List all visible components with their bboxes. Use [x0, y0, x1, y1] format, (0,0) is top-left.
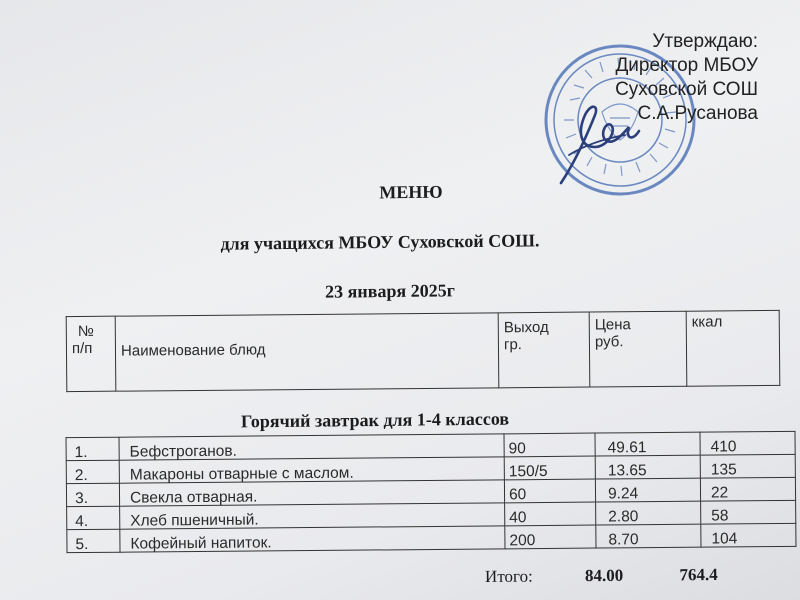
- item-number: [67, 529, 120, 552]
- item-kcal-text: 410: [710, 438, 737, 456]
- item-output-text: 90: [508, 440, 526, 458]
- item-price-text: 13.65: [607, 462, 647, 480]
- header-row: [66, 310, 780, 391]
- item-name-text: Хлеб пшеничный.: [130, 511, 259, 530]
- approval-position: Директор МБОУ: [615, 55, 758, 76]
- item-kcal: [700, 477, 795, 501]
- item-number: [67, 506, 120, 529]
- total-kcal: 764.4: [679, 564, 718, 585]
- column-header-table: [66, 310, 781, 392]
- approval-block: [615, 30, 758, 126]
- header-num-line2: п/п: [71, 339, 93, 358]
- item-price-text: 8.70: [608, 531, 639, 549]
- item-price: [595, 478, 700, 502]
- header-output-line2: гр.: [503, 336, 523, 354]
- approval-label: Утверждаю:: [652, 31, 758, 52]
- item-name-text: Бефстроганов.: [129, 442, 238, 461]
- item-kcal-text: 58: [711, 507, 729, 525]
- header-output-line1: Выход: [503, 318, 549, 337]
- item-number: [66, 483, 119, 506]
- item-price-text: 49.61: [607, 439, 647, 457]
- approval-director-name: С.А.Русанова: [637, 103, 758, 124]
- item-output: [505, 502, 596, 526]
- item-name-text: Макароны отварные с маслом.: [129, 464, 354, 484]
- page-subtitle: для учащихся МБОУ Суховской СОШ.: [220, 230, 540, 254]
- item-output-text: 60: [508, 486, 527, 504]
- item-price: [596, 501, 701, 525]
- item-output: [504, 456, 595, 480]
- item-number: [66, 460, 119, 483]
- item-price-text: 9.24: [607, 485, 639, 503]
- item-number-text: 5.: [75, 535, 89, 554]
- header-name: Наименование блюд: [115, 313, 499, 391]
- header-price: [589, 311, 687, 387]
- section-title: Горячий завтрак для 1-4 классов: [240, 408, 510, 432]
- header-price-line2: руб.: [594, 333, 624, 351]
- item-number-text: 4.: [75, 512, 89, 531]
- item-price: [595, 455, 700, 479]
- item-name: [119, 457, 504, 483]
- item-price: [596, 524, 701, 548]
- item-name: [120, 526, 505, 552]
- total-label: Итого:: [484, 566, 533, 587]
- item-name-text: Кофейный напиток.: [130, 534, 272, 553]
- item-kcal-text: 104: [711, 530, 738, 548]
- header-output: [498, 312, 590, 388]
- header-price-line1: Цена: [594, 316, 631, 334]
- item-kcal: [700, 454, 795, 478]
- item-price: [595, 432, 700, 456]
- item-name-text: Свекла отварная.: [129, 488, 258, 507]
- item-number-text: 1.: [74, 443, 88, 462]
- item-output: [504, 433, 595, 457]
- item-kcal: [701, 523, 796, 547]
- item-kcal: [700, 431, 795, 455]
- item-price-text: 2.80: [608, 508, 639, 526]
- item-name: [119, 434, 504, 460]
- header-num-line1: №: [77, 322, 94, 341]
- item-number: [66, 437, 119, 460]
- item-name: [119, 480, 504, 506]
- item-name: [120, 503, 505, 529]
- item-number-text: 2.: [74, 466, 88, 485]
- item-output-text: 150/5: [508, 462, 548, 481]
- menu-date: 23 января 2025г: [325, 280, 455, 302]
- menu-table: [66, 431, 797, 553]
- item-output: [504, 479, 595, 503]
- total-price: 84.00: [584, 565, 624, 586]
- total-row: [485, 565, 718, 587]
- item-kcal: [701, 500, 796, 524]
- item-number-text: 3.: [74, 489, 89, 508]
- header-kcal: ккал: [686, 310, 780, 386]
- item-output-text: 40: [509, 509, 527, 527]
- item-output-text: 200: [509, 532, 536, 550]
- item-kcal-text: 22: [710, 484, 729, 502]
- item-kcal-text: 135: [710, 461, 737, 479]
- header-num: [66, 316, 116, 391]
- item-output: [505, 525, 596, 549]
- approval-school: Суховской СОШ: [615, 79, 758, 100]
- page-title: МЕНЮ: [379, 181, 443, 203]
